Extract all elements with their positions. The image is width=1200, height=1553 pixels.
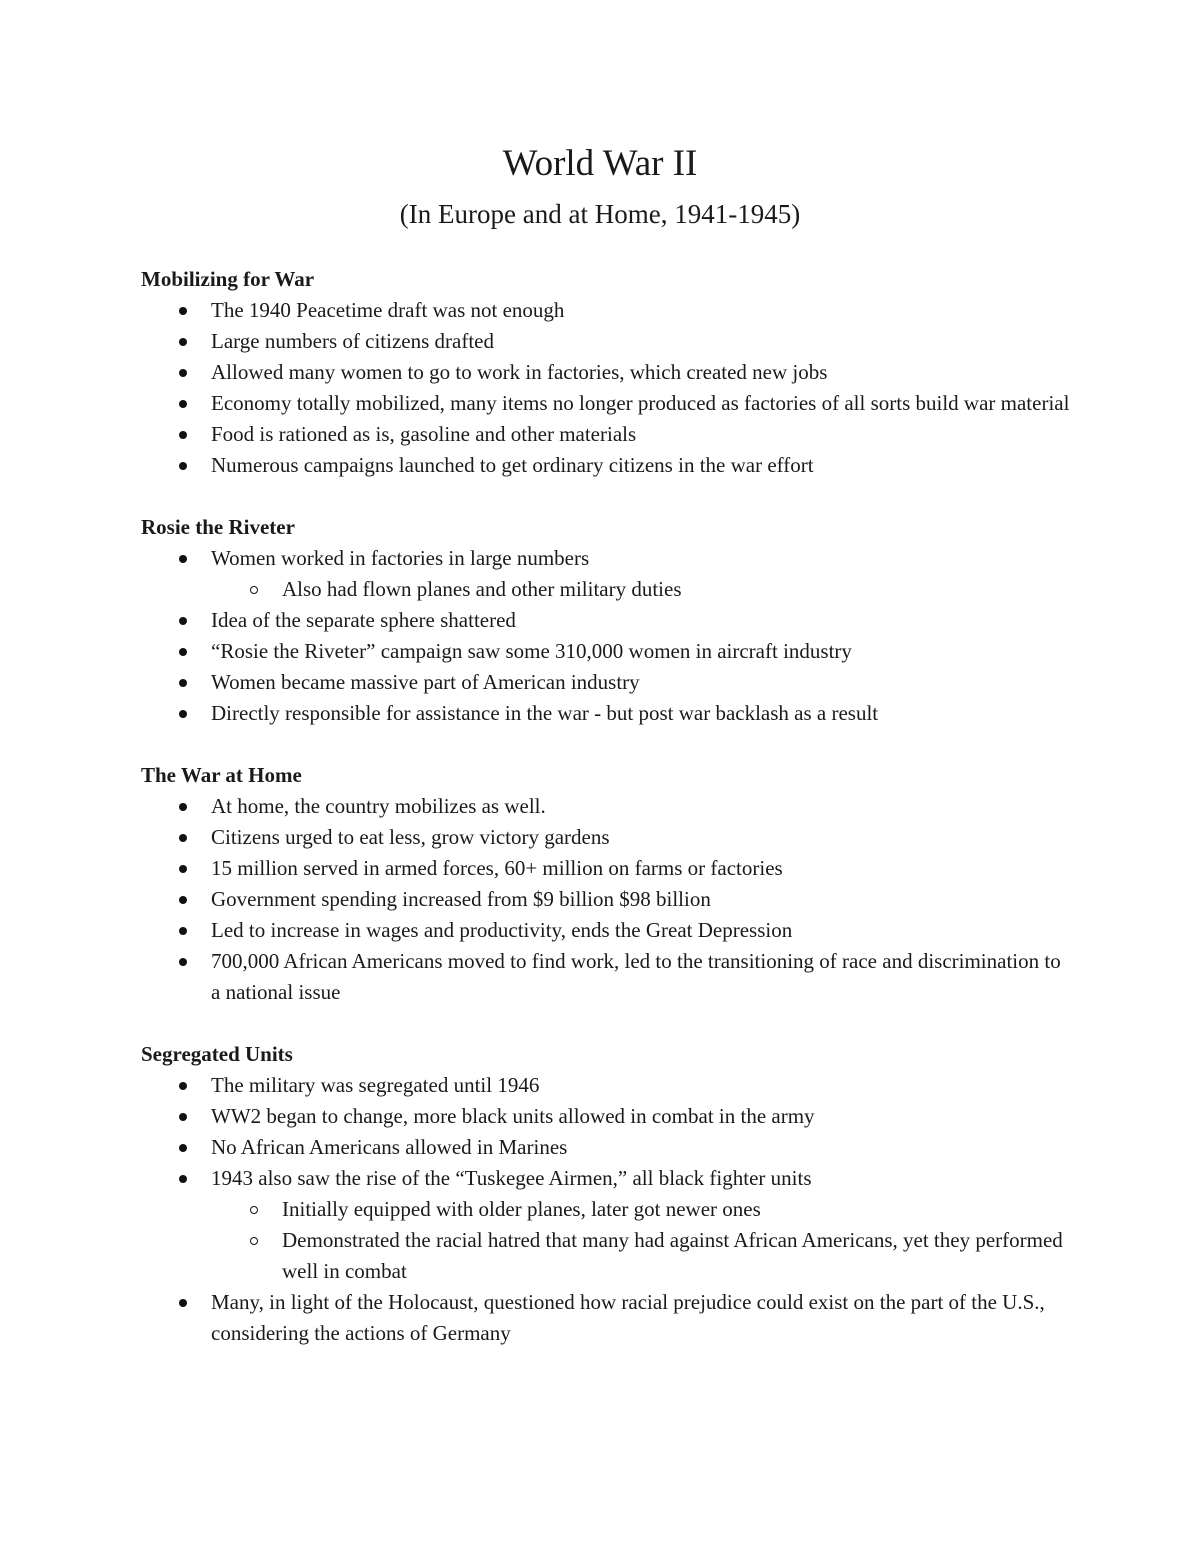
- list-item-text: Idea of the separate sphere shattered: [211, 608, 516, 632]
- bullet-icon: [179, 617, 187, 625]
- list-item-text: Women worked in factories in large numbers: [211, 546, 590, 570]
- bullet-icon: [179, 896, 187, 904]
- list-item: [141, 1163, 1071, 1194]
- list-item: [141, 853, 1071, 884]
- bullet-icon: [179, 679, 187, 687]
- section: [141, 264, 1071, 481]
- list-item: [141, 1287, 1071, 1349]
- list-item-text: 1943 also saw the rise of the “Tuskegee Airmen,” all black fighter units: [211, 1166, 812, 1190]
- list-item: [141, 326, 1071, 357]
- bullet-icon: [179, 648, 187, 656]
- sub-list-container: [141, 574, 1071, 605]
- list-item: [141, 822, 1071, 853]
- list-item-text: Economy totally mobilized, many items no longer produced as factories of all sorts build war material: [211, 391, 1070, 415]
- list-item: [141, 605, 1071, 636]
- sub-list-container: [141, 1194, 1071, 1287]
- list-item: [141, 698, 1071, 729]
- list-item: [141, 636, 1071, 667]
- list-item: [141, 1132, 1071, 1163]
- bullet-list: [141, 295, 1071, 481]
- list-item: [141, 1070, 1071, 1101]
- list-item-text: Women became massive part of American industry: [211, 670, 640, 694]
- section-spacer: [141, 729, 1071, 760]
- bullet-icon: [179, 338, 187, 346]
- list-item: [141, 295, 1071, 326]
- sub-bullet-list: [211, 574, 1071, 605]
- list-item-text: Allowed many women to go to work in factories, which created new jobs: [211, 360, 828, 384]
- sub-list-item-text: Demonstrated the racial hatred that many had against African Americans, yet they performed well in combat: [282, 1228, 1063, 1283]
- bullet-list: [141, 791, 1071, 1008]
- sub-list-item: [211, 1225, 1071, 1287]
- hollow-bullet-icon: [250, 586, 258, 594]
- section: [141, 760, 1071, 1008]
- section: [141, 512, 1071, 729]
- list-item: [141, 946, 1071, 1008]
- list-item: [141, 388, 1071, 419]
- section-heading: Segregated Units: [141, 1042, 293, 1066]
- list-item-text: Government spending increased from $9 billion $98 billion: [211, 887, 711, 911]
- bullet-icon: [179, 431, 187, 439]
- list-item: [141, 884, 1071, 915]
- section: [141, 1039, 1071, 1349]
- list-item-text: At home, the country mobilizes as well.: [211, 794, 546, 818]
- hollow-bullet-icon: [250, 1206, 258, 1214]
- list-item: [141, 419, 1071, 450]
- bullet-list: [141, 543, 1071, 729]
- section-heading: Rosie the Riveter: [141, 515, 295, 539]
- document-title: World War II: [502, 143, 698, 184]
- bullet-icon: [179, 958, 187, 966]
- bullet-icon: [179, 1144, 187, 1152]
- sub-list-item-text: Initially equipped with older planes, later got newer ones: [282, 1197, 761, 1221]
- list-item-text: The military was segregated until 1946: [211, 1073, 540, 1097]
- list-item-text: 700,000 African Americans moved to find work, led to the transitioning of race and discrimination to a national issue: [211, 949, 1061, 1004]
- title-spacer: [141, 234, 1071, 264]
- section-heading: The War at Home: [141, 763, 302, 787]
- list-item: [141, 1101, 1071, 1132]
- list-item-text: WW2 began to change, more black units allowed in combat in the army: [211, 1104, 815, 1128]
- list-item-text: The 1940 Peacetime draft was not enough: [211, 298, 565, 322]
- bullet-icon: [179, 927, 187, 935]
- bullet-icon: [179, 1175, 187, 1183]
- list-item-text: Many, in light of the Holocaust, questioned how racial prejudice could exist on the part of the U.S., considering the actions of Germany: [211, 1290, 1045, 1345]
- bullet-icon: [179, 555, 187, 563]
- bullet-icon: [179, 369, 187, 377]
- bullet-icon: [179, 865, 187, 873]
- document-page: [141, 140, 1071, 1349]
- section-heading: Mobilizing for War: [141, 267, 315, 291]
- bullet-icon: [179, 1113, 187, 1121]
- list-item-text: Citizens urged to eat less, grow victory gardens: [211, 825, 610, 849]
- bullet-icon: [179, 803, 187, 811]
- section-spacer: [141, 481, 1071, 512]
- hollow-bullet-icon: [250, 1237, 258, 1245]
- bullet-icon: [179, 834, 187, 842]
- list-item: [141, 915, 1071, 946]
- list-item-text: Food is rationed as is, gasoline and other materials: [211, 422, 637, 446]
- list-item: [141, 791, 1071, 822]
- list-item: [141, 450, 1071, 481]
- list-item-text: Led to increase in wages and productivity, ends the Great Depression: [211, 918, 793, 942]
- document-subtitle: (In Europe and at Home, 1941-1945): [399, 199, 801, 229]
- list-item-text: Numerous campaigns launched to get ordinary citizens in the war effort: [211, 453, 814, 477]
- sub-list-item: [211, 1194, 1071, 1225]
- sections-container: [141, 264, 1071, 1349]
- sub-bullet-list: [211, 1194, 1071, 1287]
- list-item-text: Directly responsible for assistance in the war - but post war backlash as a result: [211, 701, 879, 725]
- bullet-icon: [179, 400, 187, 408]
- sub-list-item-text: Also had flown planes and other military duties: [282, 577, 682, 601]
- list-item: [141, 543, 1071, 574]
- list-item-text: 15 million served in armed forces, 60+ million on farms or factories: [211, 856, 783, 880]
- list-item-text: Large numbers of citizens drafted: [211, 329, 494, 353]
- list-item-text: “Rosie the Riveter” campaign saw some 310,000 women in aircraft industry: [211, 639, 852, 663]
- list-item-text: No African Americans allowed in Marines: [211, 1135, 568, 1159]
- bullet-icon: [179, 462, 187, 470]
- sub-list-item: [211, 574, 1071, 605]
- section-spacer: [141, 1008, 1071, 1039]
- bullet-icon: [179, 710, 187, 718]
- bullet-icon: [179, 307, 187, 315]
- bullet-list: [141, 1070, 1071, 1349]
- bullet-icon: [179, 1299, 187, 1307]
- list-item: [141, 667, 1071, 698]
- list-item: [141, 357, 1071, 388]
- bullet-icon: [179, 1082, 187, 1090]
